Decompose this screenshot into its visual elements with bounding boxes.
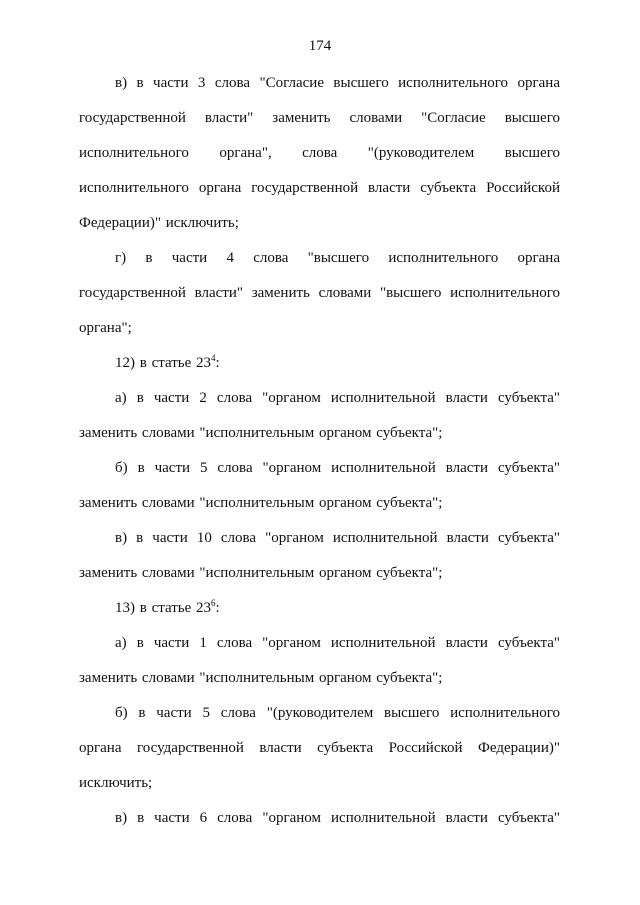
- paragraph-article-23-6: 13) в статье $23^6$:: [115, 598, 220, 616]
- paragraph-v-part-3: в) в части 3 слова "Согласие высшего исполнительного органа государственной власти" заменить словами "Согласие высшего исполнительного органа", слова "(руководителем высшего исполнительного органа государственной власти субъекта Российской Федерации)" исключить;: [79, 75, 560, 231]
- paragraph-b-part-5-second: б) в части 5 слова "(руководителем высшего исполнительного органа государственной власти субъекта Российской Федерации)" исключить;: [79, 705, 560, 791]
- superscript: 4: [211, 353, 216, 363]
- paragraph-v-part-10: в) в части 10 слова "органом исполнительной власти субъекта" заменить словами "исполнительным органом субъекта";: [79, 530, 560, 581]
- superscript: 6: [211, 598, 216, 608]
- paragraph-b-part-5: б) в части 5 слова "органом исполнительной власти субъекта" заменить словами "исполнительным органом субъекта";: [79, 460, 560, 511]
- paragraph-a-part-2: а) в части 2 слова "органом исполнительной власти субъекта" заменить словами "исполнительным органом субъекта";: [79, 390, 560, 441]
- page-number: 174: [308, 38, 332, 54]
- paragraph-v-part-6: в) в части 6 слова "органом исполнительной власти субъекта": [115, 810, 560, 826]
- paragraph-g-part-4: г) в части 4 слова "высшего исполнительного органа государственной власти" заменить словами "высшего исполнительного органа";: [79, 250, 560, 336]
- document-body: [79, 66, 560, 836]
- paragraph-article-23-4: 12) в статье $23^4$:: [115, 353, 220, 371]
- paragraph-a-part-1: а) в части 1 слова "органом исполнительной власти субъекта" заменить словами "исполнительным органом субъекта";: [79, 635, 560, 686]
